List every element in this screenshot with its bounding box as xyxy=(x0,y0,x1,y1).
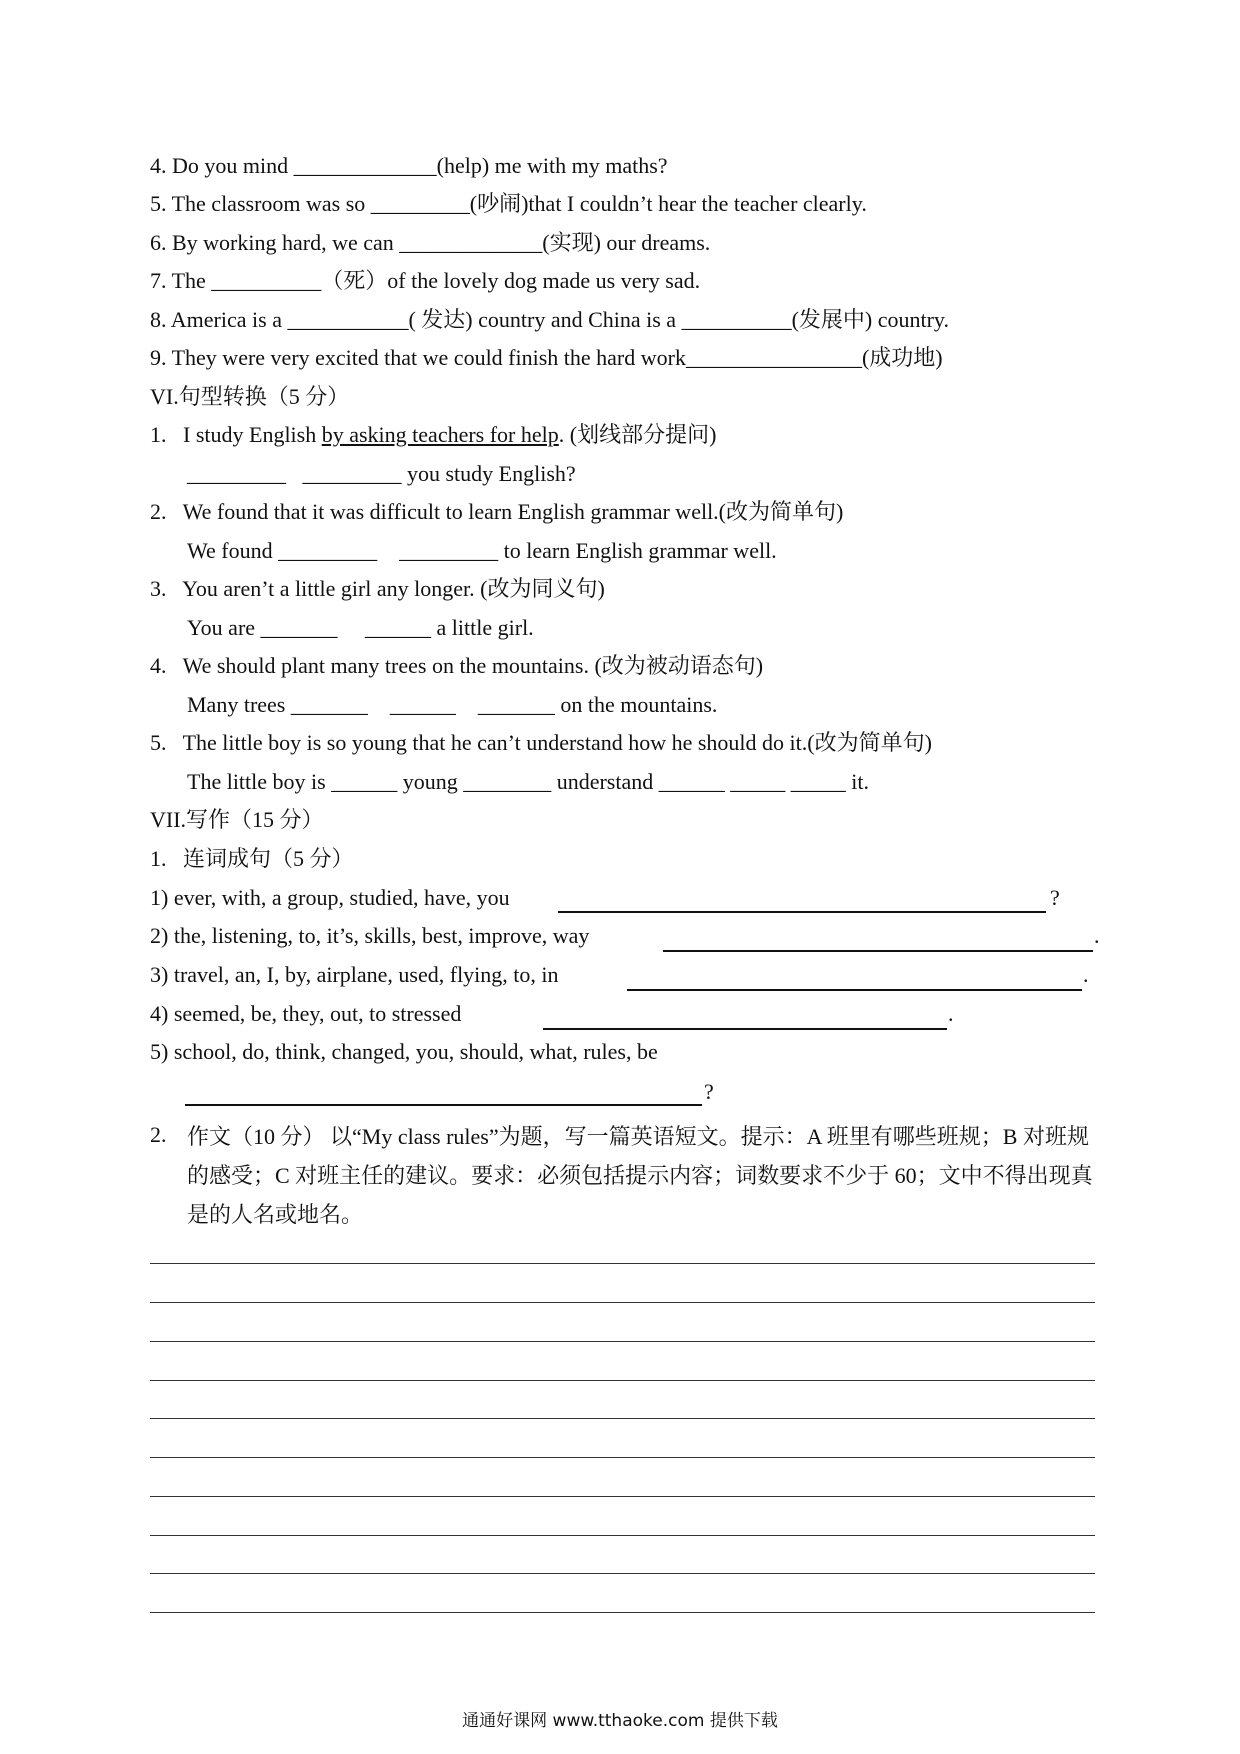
transform-question-1 xyxy=(150,421,716,449)
writing-line xyxy=(150,1380,1095,1381)
transform-answer-3: You are _______ ______ a little girl. xyxy=(187,615,534,640)
word-order-item-3: 3) travel, an, I, by, airplane, used, flying, to, in xyxy=(150,962,559,987)
writing-line xyxy=(150,1418,1095,1419)
answer-line-3 xyxy=(627,989,1082,991)
end-mark-1: ? xyxy=(1050,885,1060,910)
transform-answer-5: The little boy is ______ young ________ understand ______ _____ _____ it. xyxy=(187,769,869,794)
word-order-item-4: 4) seemed, be, they, out, to stressed xyxy=(150,1001,462,1026)
transform-question-4: 4. We should plant many trees on the mountains. (改为被动语态句) xyxy=(150,653,764,678)
writing-line xyxy=(150,1573,1095,1574)
word-order-item-2: 2) the, listening, to, it’s, skills, best, improve, way xyxy=(150,923,590,948)
writing-line xyxy=(150,1263,1095,1264)
end-mark-3: . xyxy=(1083,962,1089,987)
transform-answer-1: _________ _________ you study English? xyxy=(187,461,576,486)
page-footer: 通通好课网 www.tthaoke.com 提供下载 xyxy=(462,1711,778,1731)
word-order-heading: 1. 连词成句（5 分） xyxy=(150,846,354,871)
writing-line xyxy=(150,1612,1095,1613)
composition-prompt: 作文（10 分） 以“My class rules”为题，写一篇英语短文。提示：A 班里有哪些班规；B 对班规的感受；C 对班主任的建议。要求：必须包括提示内容；词数要求不少于 60；文中不得出现真是的人名或地名。 xyxy=(187,1124,1093,1227)
writing-line xyxy=(150,1341,1095,1342)
fill-blank-item-6: 6. By working hard, we can _____________(实现) our dreams. xyxy=(150,230,711,255)
transform-answer-2: We found _________ _________ to learn English grammar well. xyxy=(187,538,777,563)
writing-line xyxy=(150,1302,1095,1303)
writing-line xyxy=(150,1457,1095,1458)
end-mark-5: ? xyxy=(704,1079,714,1104)
end-mark-2: . xyxy=(1094,923,1100,948)
transform-question-2: 2. We found that it was difficult to learn English grammar well.(改为简单句) xyxy=(150,499,844,524)
transform-answer-4: Many trees _______ ______ _______ on the mountains. xyxy=(187,692,718,717)
question-text: 1. I study English xyxy=(150,422,322,447)
answer-line-2 xyxy=(663,950,1093,952)
answer-line-1 xyxy=(558,911,1046,913)
fill-blank-item-5: 5. The classroom was so _________(吵闹)that I couldn’t hear the teacher clearly. xyxy=(150,191,867,216)
writing-line xyxy=(150,1496,1095,1497)
writing-line xyxy=(150,1535,1095,1536)
fill-blank-item-9: 9. They were very excited that we could finish the hard work________________(成功地) xyxy=(150,345,943,370)
section-6-heading: VI.句型转换（5 分） xyxy=(150,384,350,409)
fill-blank-item-7: 7. The __________（死）of the lovely dog made us very sad. xyxy=(150,268,701,293)
composition-number: 2. xyxy=(150,1122,167,1147)
word-order-item-1: 1) ever, with, a group, studied, have, you xyxy=(150,885,510,910)
transform-question-3: 3. You aren’t a little girl any longer. (改为同义句) xyxy=(150,576,605,601)
fill-blank-item-4: 4. Do you mind _____________(help) me with my maths? xyxy=(150,153,668,178)
transform-question-5: 5. The little boy is so young that he can’t understand how he should do it.(改为简单句) xyxy=(150,730,932,755)
word-order-item-5: 5) school, do, think, changed, you, should, what, rules, be xyxy=(150,1039,658,1064)
end-mark-4: . xyxy=(948,1001,954,1026)
answer-line-4 xyxy=(543,1028,947,1030)
underlined-part: by asking teachers for help xyxy=(321,422,559,447)
question-instruction: . (划线部分提问) xyxy=(558,422,717,447)
section-7-heading: VII.写作（15 分） xyxy=(150,807,324,832)
fill-blank-item-8: 8. America is a ___________( 发达) country and China is a __________(发展中) country. xyxy=(150,307,949,332)
answer-line-5 xyxy=(185,1104,702,1106)
